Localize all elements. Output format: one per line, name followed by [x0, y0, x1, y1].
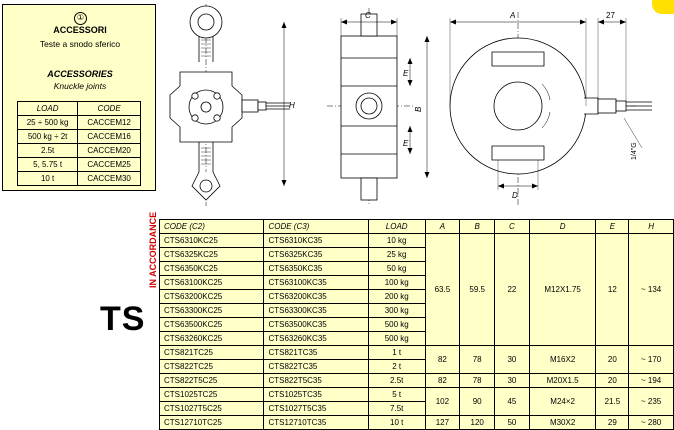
accessories-marker: ①: [74, 12, 87, 25]
accessories-box: [2, 4, 156, 191]
cell-code-c3: CTS6350KC35: [264, 262, 368, 276]
cell-code-c2: CTS63260KC25: [160, 332, 264, 346]
accessories-load: 500 kg ÷ 2t: [18, 130, 78, 144]
cell-code-c2: CTS821TC25: [160, 346, 264, 360]
cell-code-c3: CTS6310KC35: [264, 234, 368, 248]
table-row: [160, 388, 674, 402]
accessories-title-it: ACCESSORI: [53, 25, 107, 35]
dim-e-top-label: E: [403, 69, 409, 78]
cell-code-c3: CTS63100KC35: [264, 276, 368, 290]
accessories-load: 10 t: [18, 172, 78, 186]
cell-d: M16X2: [529, 346, 596, 374]
dim-h-label: H: [289, 101, 295, 110]
cell-code-c3: CTS822TC35: [264, 360, 368, 374]
accessories-code: CACCEM30: [78, 172, 141, 186]
cell-code-c2: CTS822TC25: [160, 360, 264, 374]
header-a: A: [425, 220, 460, 234]
table-row: [160, 234, 674, 248]
cell-load: 2.5t: [368, 374, 425, 388]
cell-a: 82: [425, 346, 460, 374]
cell-load: 7.5t: [368, 402, 425, 416]
cell-h: ~ 170: [629, 346, 674, 374]
accessories-title-en: ACCESSORIES: [47, 69, 113, 79]
cell-code-c3: CTS63500KC35: [264, 318, 368, 332]
cell-code-c3: CTS6325KC35: [264, 248, 368, 262]
cell-d: M24×2: [529, 388, 596, 416]
table-row: [160, 374, 674, 388]
cell-c: 30: [495, 346, 530, 374]
series-note: IN ACCORDANCE: [148, 211, 158, 288]
accessories-header-code: CODE: [78, 102, 141, 116]
header-h: H: [629, 220, 674, 234]
cell-load: 200 kg: [368, 290, 425, 304]
cell-a: 63.5: [425, 234, 460, 346]
accessories-header-load: LOAD: [18, 102, 78, 116]
accessories-load: 5, 5.75 t: [18, 158, 78, 172]
accessories-load: 2.5t: [18, 144, 78, 158]
table-row: [18, 144, 141, 158]
cell-h: ~ 280: [629, 416, 674, 430]
table-header-row: [160, 220, 674, 234]
cell-code-c2: CTS6325KC25: [160, 248, 264, 262]
cell-d: M20X1.5: [529, 374, 596, 388]
cell-h: ~ 235: [629, 388, 674, 416]
cell-b: 59.5: [460, 234, 495, 346]
cell-code-c2: CTS1027T5C25: [160, 402, 264, 416]
thread-label: 1/4"G: [631, 142, 638, 160]
cell-code-c3: CTS821TC35: [264, 346, 368, 360]
cell-code-c2: CTS6350KC25: [160, 262, 264, 276]
header-load: LOAD: [368, 220, 425, 234]
cell-code-c3: CTS63260KC35: [264, 332, 368, 346]
cell-b: 78: [460, 346, 495, 374]
cell-d: M12X1.75: [529, 234, 596, 346]
table-row: [160, 416, 674, 430]
accessories-code: CACCEM25: [78, 158, 141, 172]
cell-a: 127: [425, 416, 460, 430]
dim-d-label: D: [512, 191, 518, 200]
cell-load: 50 kg: [368, 262, 425, 276]
cell-code-c3: CTS63300KC35: [264, 304, 368, 318]
cell-a: 102: [425, 388, 460, 416]
accessories-table-header-row: [18, 102, 141, 116]
accessories-code: CACCEM20: [78, 144, 141, 158]
accessories-subtitle-en: Knuckle joints: [53, 81, 107, 91]
cell-code-c2: CTS63100KC25: [160, 276, 264, 290]
header-c: C: [495, 220, 530, 234]
cell-code-c2: CTS1025TC25: [160, 388, 264, 402]
header-code-c3: CODE (C3): [264, 220, 368, 234]
series-name: TS: [100, 300, 146, 338]
cell-c: 50: [495, 416, 530, 430]
cell-code-c3: CTS1025TC35: [264, 388, 368, 402]
cell-load: 10 kg: [368, 234, 425, 248]
cell-c: 45: [495, 388, 530, 416]
cell-load: 25 kg: [368, 248, 425, 262]
cell-code-c2: CTS6310KC25: [160, 234, 264, 248]
cell-c: 22: [495, 234, 530, 346]
table-row: [18, 116, 141, 130]
cell-code-c3: CTS1027T5C35: [264, 402, 368, 416]
accessories-subtitle-it: Teste a snodo sferico: [39, 39, 121, 49]
cell-b: 78: [460, 374, 495, 388]
cell-load: 1 t: [368, 346, 425, 360]
cell-load: 300 kg: [368, 304, 425, 318]
cell-b: 90: [460, 388, 495, 416]
cell-b: 120: [460, 416, 495, 430]
cell-load: 500 kg: [368, 318, 425, 332]
dim-27-label: 27: [606, 11, 615, 20]
cell-code-c2: CTS63500KC25: [160, 318, 264, 332]
drawing-side-view: [315, 0, 445, 210]
header-b: B: [460, 220, 495, 234]
cell-code-c3: CTS63200KC35: [264, 290, 368, 304]
header-e: E: [596, 220, 629, 234]
dim-a-label: A: [510, 11, 516, 20]
cell-load: 100 kg: [368, 276, 425, 290]
drawing-plan-view: [446, 0, 672, 210]
cell-code-c2: CTS12710TC25: [160, 416, 264, 430]
header-d: D: [529, 220, 596, 234]
cell-e: 12: [596, 234, 629, 346]
cell-e: 29: [596, 416, 629, 430]
table-row: [160, 346, 674, 360]
cell-d: M30X2: [529, 416, 596, 430]
dim-e-bottom-label: E: [403, 139, 409, 148]
cell-code-c2: CTS63200KC25: [160, 290, 264, 304]
cell-c: 30: [495, 374, 530, 388]
cell-load: 5 t: [368, 388, 425, 402]
dim-b-label: B: [414, 106, 423, 112]
cell-a: 82: [425, 374, 460, 388]
header-code-c2: CODE (C2): [160, 220, 264, 234]
specifications-table: [159, 219, 674, 430]
cell-e: 20: [596, 346, 629, 374]
cell-code-c2: CTS822T5C25: [160, 374, 264, 388]
accessories-code: CACCEM16: [78, 130, 141, 144]
page-corner-marker: [652, 0, 674, 14]
table-row: [18, 158, 141, 172]
cell-e: 20: [596, 374, 629, 388]
table-row: [18, 172, 141, 186]
cell-h: ~ 194: [629, 374, 674, 388]
cell-load: 2 t: [368, 360, 425, 374]
accessories-load: 25 ÷ 500 kg: [18, 116, 78, 130]
cell-code-c3: CTS822T5C35: [264, 374, 368, 388]
dim-c-label: C: [365, 11, 371, 20]
cell-code-c2: CTS63300KC25: [160, 304, 264, 318]
cell-load: 500 kg: [368, 332, 425, 346]
accessories-table: [17, 101, 141, 186]
cell-code-c3: CTS12710TC35: [264, 416, 368, 430]
drawing-front-view: [158, 0, 308, 210]
cell-h: ~ 134: [629, 234, 674, 346]
table-row: [18, 130, 141, 144]
accessories-code: CACCEM12: [78, 116, 141, 130]
cell-e: 21.5: [596, 388, 629, 416]
cell-load: 10 t: [368, 416, 425, 430]
